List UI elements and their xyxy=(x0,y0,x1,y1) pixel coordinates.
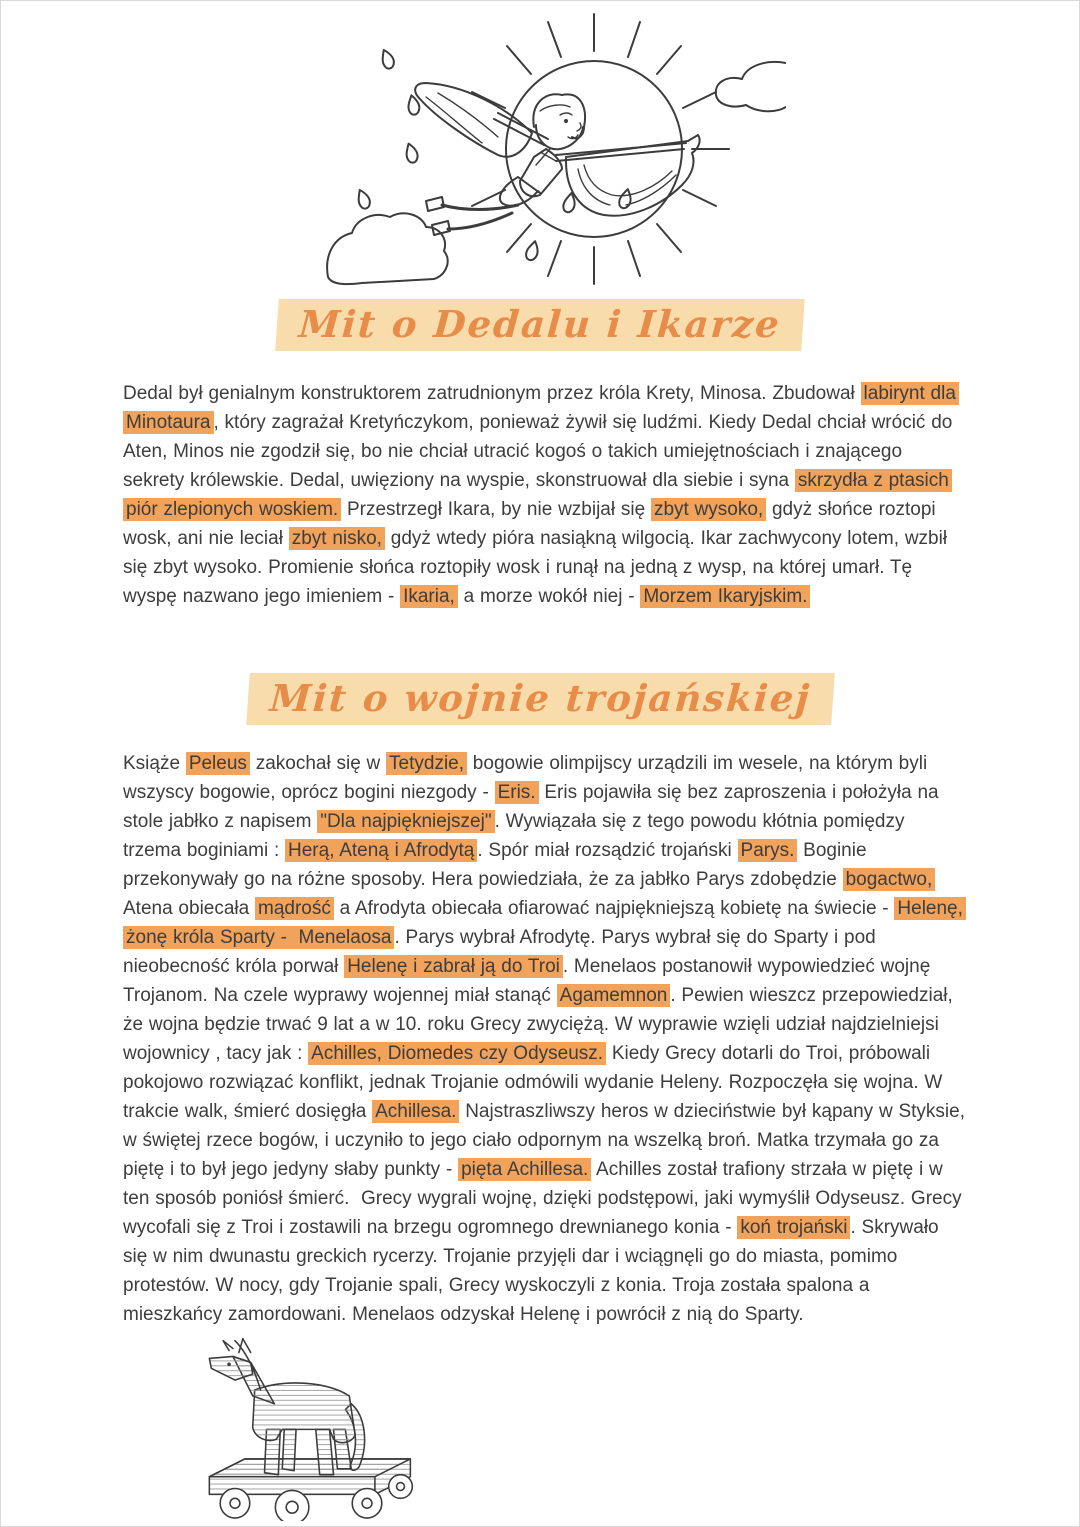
body-text: Achilles został trafiony strzała w piętę i w ten sposób poniósł śmierć. Grecy wygrali wojnę, dzięki podstępowi, jaki wymyślił Odyseusz. Grecy wycofali się z Troi i zostawili na brzegu ogromnego drewnianego konia - xyxy=(123,1159,962,1238)
body-text: . Pewien wieszcz przepowiedział, że wojna będzie trwać 9 lat a w 10. roku Grecy zwyciężą. W wyprawie wzięli udział najdzielniejsi wojownicy , tacy jak : xyxy=(123,985,953,1064)
highlighted-text: Achilles, Diomedes czy Odyseusz. xyxy=(308,1042,606,1065)
section-title-row-dedal xyxy=(1,299,1079,351)
body-text: gdyż wtedy pióra nasiąkną wilgocią. Ikar zachwycony lotem, wzbił się zbyt wysoko. Promienie słońca roztopiły wosk i runął na jedną z wysp, na której umarł. Tę wyspę nazwano jego imieniem - xyxy=(123,528,948,607)
body-text: gdyż słońce roztopi wosk, ani nie leciał xyxy=(123,499,936,549)
highlighted-text: labirynt dla Minotaura xyxy=(123,382,959,434)
body-text: bogowie olimpijscy urządzili im wesele, na którym byli wszyscy bogowie, oprócz bogini niezgody - xyxy=(123,753,928,803)
body-text: . Menelaos postanowił wypowiedzieć wojnę Trojanom. Na czele wyprawy wojennej miał stanąć xyxy=(123,956,931,1006)
highlighted-text: "Dla najpiękniejszej" xyxy=(317,810,494,833)
body-text: . Parys wybrał Afrodytę. Parys wybrał się do Sparty i pod nieobecność króla porwał xyxy=(123,927,876,977)
body-text: . Skrywało się w nim dwunastu greckich rycerzy. Trojanie przyjęli dar i wciągnęli go do miasta, pomimo protestów. W nocy, gdy Trojanie spali, Grecy wyskoczyli z konia. Troja została spalona a mieszkańcy zamordowani. Menelaos odzyskał Helenę i powrócił z nią do Sparty. xyxy=(123,1217,939,1325)
highlighted-text: Eris. xyxy=(495,781,539,804)
body-text: zakochał się w xyxy=(249,753,387,774)
icarus-illustration-svg xyxy=(326,9,786,294)
highlighted-text: pięta Achillesa. xyxy=(458,1158,591,1181)
body-text: Dedal był genialnym konstruktorem zatrudnionym przez króla Krety, Minosa. Zbudował xyxy=(123,383,861,404)
body-text: Kiedy Grecy dotarli do Troi, próbowali pokojowo rozwiązać konflikt, jednak Trojanie odmówili wydanie Heleny. Rozpoczęła się wojna. W trakcie walk, śmierć dosięgła xyxy=(123,1043,943,1122)
title-myth-trojan-war: Mit o wojnie trojańskiej xyxy=(246,673,834,725)
body-text: Atena obiecała xyxy=(123,898,255,919)
highlighted-text: zbyt nisko, xyxy=(289,527,385,550)
highlighted-text: bogactwo, xyxy=(843,868,936,891)
section-title-row-troja xyxy=(1,673,1079,725)
highlighted-text: Herą, Ateną i Afrodytą xyxy=(285,839,477,862)
body-text: Najstraszliwszy heros w dzieciństwie był kąpany w Styksie, w świętej rzece bogów, i uczyniło to jego ciało odpornym na wszelką broń. Matka trzymała go za piętę i to był jego jedyny słaby punkty - xyxy=(123,1101,965,1180)
body-text: Boginie przekonywały go na różne sposoby. Hera powiedziała, że za jabłko Parys zdobędzie xyxy=(123,840,867,890)
trojan-horse-icon xyxy=(209,1339,412,1521)
icarus-illustration xyxy=(326,9,786,294)
body-text: a morze wokół niej - xyxy=(457,586,641,607)
body-text: , który zagrażał Kretyńczykom, ponieważ żywił się ludźmi. Kiedy Dedal chciał wrócić do Aten, Minos nie zgodził się, bo nie chciał utracić kogoś o takich umiejętnościach i znającego sekrety królewskie. Dedal, uwięziony na wyspie, skonstruował dla siebie i syna xyxy=(123,412,953,491)
body-text: Eris pojawiła się bez zaproszenia i położyła na stole jabłko z napisem xyxy=(123,782,939,832)
paragraph-dedal-ikar xyxy=(123,379,966,611)
trojan-horse-svg xyxy=(149,1319,451,1521)
highlighted-text: Morzem Ikaryjskim. xyxy=(640,585,810,608)
sun-icon xyxy=(472,14,729,284)
highlighted-text: Ikaria, xyxy=(400,585,458,608)
highlighted-text: Helenę, żonę króla Sparty - Menelaosa xyxy=(123,897,966,949)
highlighted-text: zbyt wysoko, xyxy=(651,498,766,521)
highlighted-text: koń trojański xyxy=(737,1216,850,1239)
body-text: Przestrzegł Ikara, by nie wzbijał się xyxy=(341,499,651,520)
paragraph-trojan-war xyxy=(123,749,966,1329)
highlighted-text: mądrość xyxy=(255,897,334,920)
highlighted-text: Peleus xyxy=(186,752,250,775)
body-text: a Afrodyta obiecała ofiarować najpiękniejszą kobietę na świecie - xyxy=(333,898,895,919)
icarus-figure xyxy=(415,83,699,235)
body-text: . Wywiązała się z tego powodu kłótnia pomiędzy trzema boginiami : xyxy=(123,811,905,861)
highlighted-text: Helenę i zabrał ją do Troi xyxy=(344,955,563,978)
highlighted-text: skrzydła z ptasich piór zlepionych woskiem. xyxy=(123,469,952,521)
trojan-horse-illustration xyxy=(149,1319,451,1521)
highlighted-text: Parys. xyxy=(738,839,798,862)
highlighted-text: Tetydzie, xyxy=(386,752,467,775)
body-text: . Spór miał rozsądzić trojański xyxy=(477,840,738,861)
title-myth-dedal-ikar: Mit o Dedalu i Ikarze xyxy=(275,299,804,351)
body-text: Książe xyxy=(123,753,186,774)
highlighted-text: Agamemnon xyxy=(557,984,671,1007)
highlighted-text: Achillesa. xyxy=(372,1100,459,1123)
